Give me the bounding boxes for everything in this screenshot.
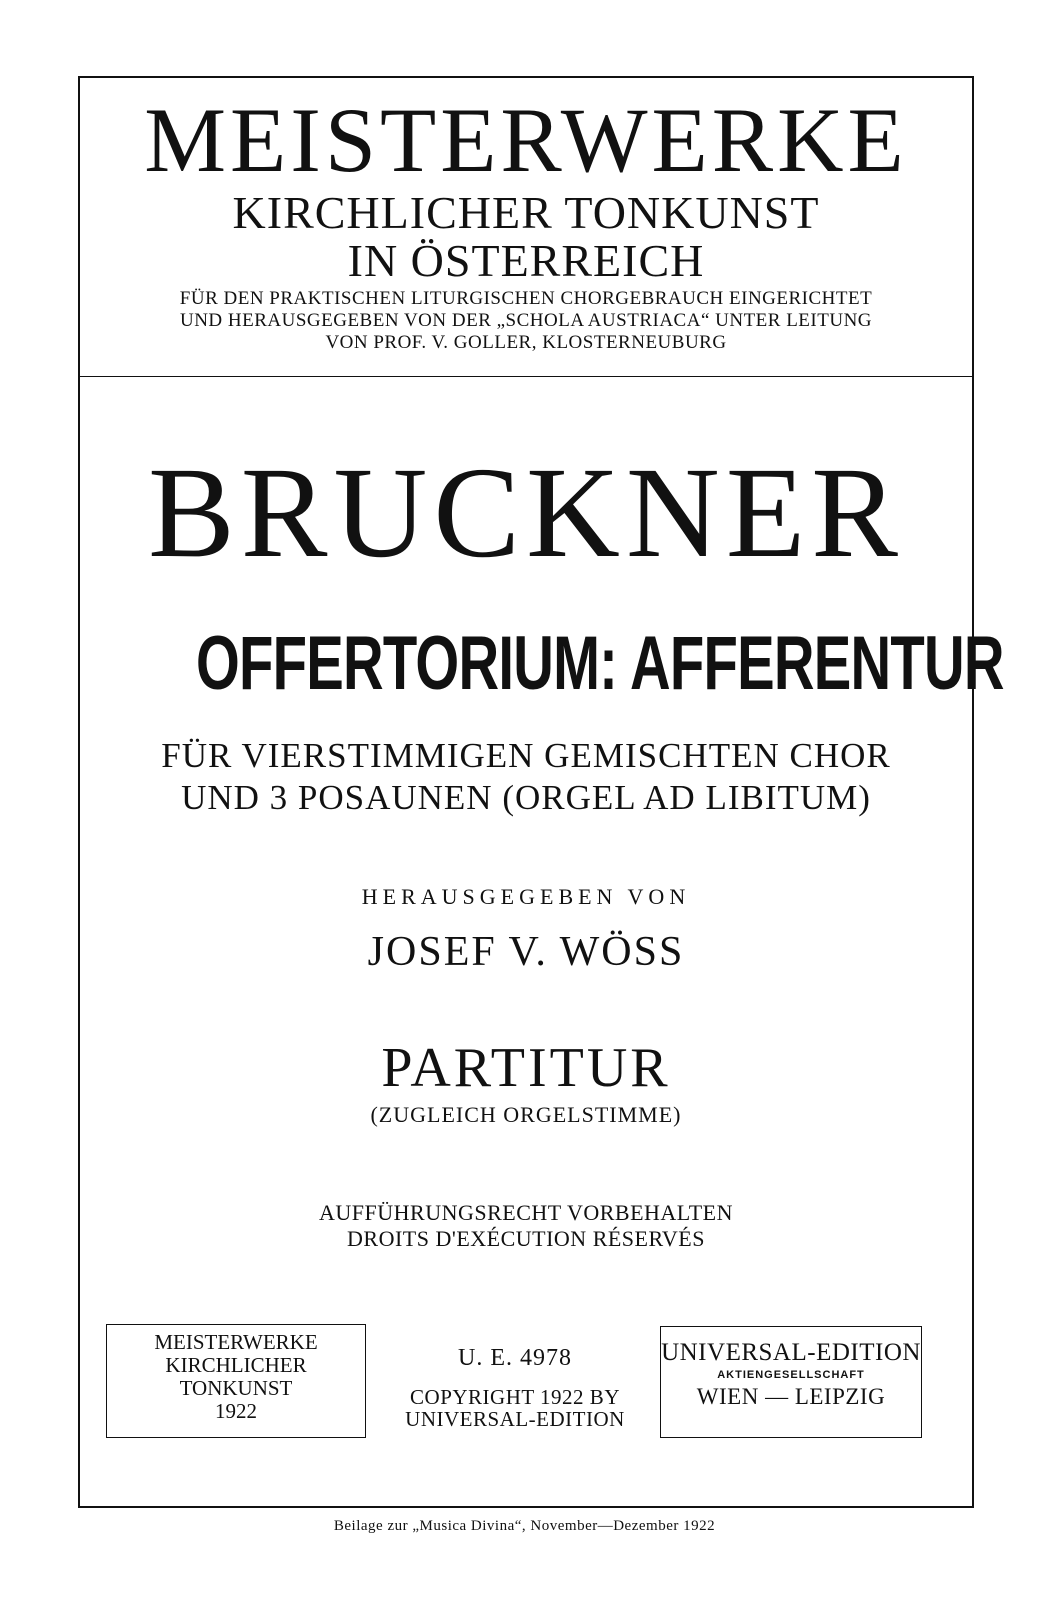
publisher-city: WIEN — LEIPZIG xyxy=(696,1384,886,1409)
footnote: Beilage zur „Musica Divina“, November—Dezember 1922 xyxy=(333,1518,716,1534)
series-box xyxy=(106,1324,366,1438)
header-divider xyxy=(80,376,972,377)
series-title: MEISTERWERKE xyxy=(144,89,908,191)
edition-info xyxy=(380,1344,650,1430)
publisher-box xyxy=(660,1326,922,1438)
series-box-line1: MEISTERWERKE xyxy=(154,1330,318,1354)
series-subtitle-line1: KIRCHLICHER TONKUNST xyxy=(232,187,820,238)
score-title: PARTITUR xyxy=(381,1037,671,1099)
series-box-line2: KIRCHLICHER xyxy=(165,1353,307,1377)
series-subtitle-line2: IN ÖSTERREICH xyxy=(347,235,705,286)
editor-label: HERAUSGEGEBEN VON xyxy=(361,884,691,909)
publisher-company: AKTIENGESELLSCHAFT xyxy=(717,1369,865,1381)
title-page-frame xyxy=(78,76,1004,1508)
copyright-line2: UNIVERSAL-EDITION xyxy=(405,1407,625,1431)
rights-notice-german: AUFFÜHRUNGSRECHT VORBEHALTEN xyxy=(319,1200,733,1225)
series-description-line2: UND HERAUSGEGEBEN VON DER „SCHOLA AUSTRIACA“ UNTER LEITUNG xyxy=(179,310,873,331)
series-description-line1: FÜR DEN PRAKTISCHEN LITURGISCHEN CHORGEBRAUCH EINGERICHTET xyxy=(179,288,873,309)
work-title: OFFERTORIUM: AFFERENTUR xyxy=(195,621,1004,706)
edition-number: U. E. 4978 xyxy=(458,1345,572,1371)
copyright-line1: COPYRIGHT 1922 BY xyxy=(410,1385,620,1409)
series-box-year: 1922 xyxy=(215,1399,257,1423)
score-subtitle: (ZUGLEICH ORGELSTIMME) xyxy=(370,1102,682,1127)
rights-notice-french: DROITS D'EXÉCUTION RÉSERVÉS xyxy=(347,1226,705,1251)
scoring-line2: UND 3 POSAUNEN (ORGEL AD LIBITUM) xyxy=(181,778,871,817)
series-box-line3: TONKUNST xyxy=(179,1376,293,1400)
scoring-line1: FÜR VIERSTIMMIGEN GEMISCHTEN CHOR xyxy=(161,736,891,775)
publisher-name: UNIVERSAL-EDITION xyxy=(661,1339,921,1366)
composer-name: BRUCKNER xyxy=(148,441,904,585)
series-description-line3: VON PROF. V. GOLLER, KLOSTERNEUBURG xyxy=(325,332,727,353)
editor-name: JOSEF V. WÖSS xyxy=(367,929,685,975)
